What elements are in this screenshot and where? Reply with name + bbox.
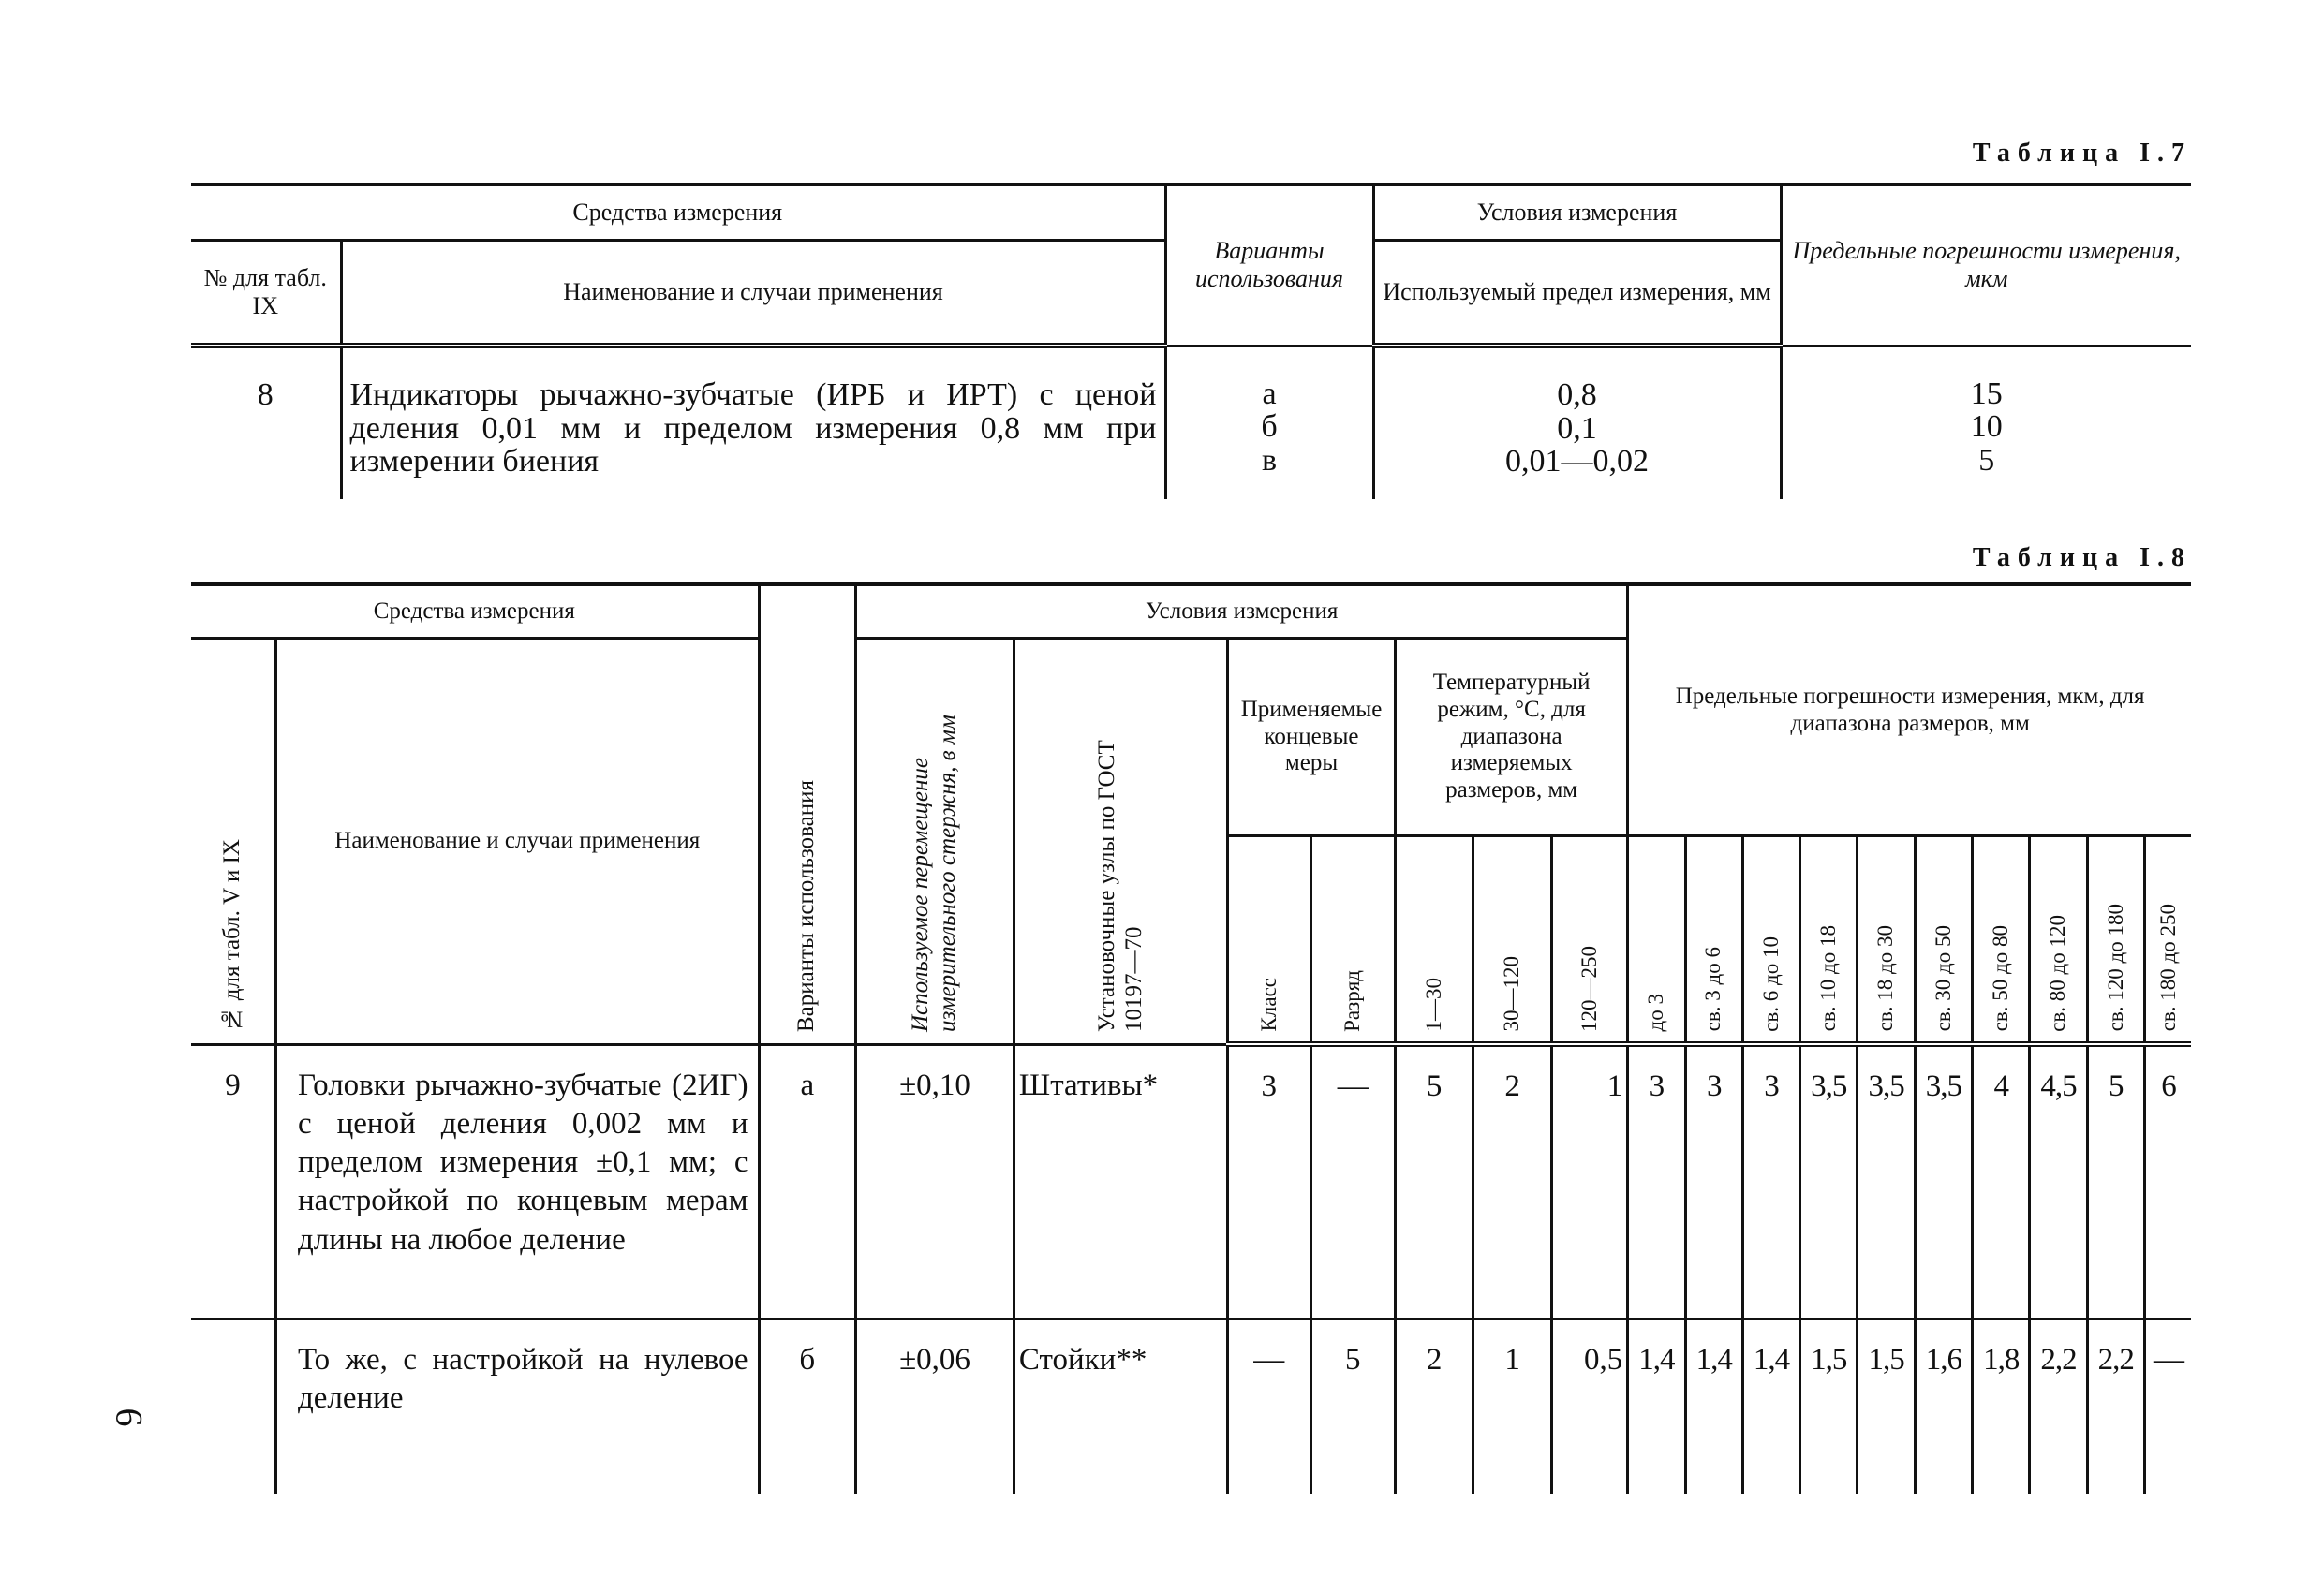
row-mount: Стойки**	[1014, 1319, 1227, 1494]
error-range-label: св. 30 до 50	[1931, 925, 1955, 1032]
table-17-group-tools: Средства измерения	[191, 184, 1165, 241]
table-17-col-errors: Предельные погрешности измерения, мкм	[1781, 184, 2191, 346]
table-18-error-range	[2030, 836, 2087, 1045]
row-variant: б	[759, 1319, 856, 1494]
table-18-col-travel-label: Используемое перемещение измерительного стержня, в мм	[908, 714, 960, 1032]
row-error: 4,5	[2030, 1044, 2087, 1319]
table-18-col-mounts	[1014, 639, 1227, 1045]
variant-value: а	[1262, 376, 1277, 411]
table-18-col-travel	[856, 639, 1014, 1045]
row-travel: ±0,10	[856, 1044, 1014, 1319]
row-error: —	[2144, 1319, 2191, 1494]
table-18-caption: Таблица I.8	[1972, 543, 2192, 572]
row-temp: 2	[1473, 1044, 1551, 1319]
row-error: 3,5	[1858, 1044, 1915, 1319]
table-17-col-variants: Варианты использования	[1165, 184, 1373, 346]
row-error: 1,5	[1800, 1319, 1858, 1494]
table-17-group-conditions: Условия измерения	[1373, 184, 1781, 241]
row-class: —	[1228, 1319, 1310, 1494]
variant-value: б	[1261, 409, 1278, 445]
table-17-row-name: Индикаторы рычажно-зубчатые (ИРБ и ИРТ) с ценой деления 0,01 мм и пределом измерения 0,8 мм при измерении биения	[341, 346, 1165, 499]
error-value: 5	[1978, 442, 1995, 478]
row-error: 1,6	[1915, 1319, 1972, 1494]
limit-value: 0,01—0,02	[1505, 444, 1649, 479]
row-error: 5	[2087, 1044, 2144, 1319]
table-18-col-mounts-label: Установочные узлы по ГОСТ 10197—70	[1093, 740, 1147, 1032]
table-18-group-temp-label: Температурный режим, °С, для диапазона измеряемых размеров, мм	[1432, 670, 1591, 803]
error-range-label: до 3	[1644, 994, 1668, 1032]
row-temp: 5	[1395, 1044, 1473, 1319]
row-error: 1,5	[1858, 1319, 1915, 1494]
table-18-group-blocks-label: Применяемые концевые меры	[1240, 696, 1383, 776]
table-18-error-range	[1973, 836, 2030, 1045]
table-18-error-range	[1800, 836, 1858, 1045]
row-error: 3	[1685, 1044, 1742, 1319]
row-error: 2,2	[2087, 1319, 2144, 1494]
row-error: 1,8	[1973, 1319, 2030, 1494]
table-17-caption: Таблица I.7	[1972, 139, 2192, 168]
table-17-col-limit: Используемый предел измерения, мм	[1373, 241, 1781, 346]
temp-range-label: 120—250	[1576, 945, 1601, 1032]
table-17-col-name: Наименование и случаи применения	[341, 241, 1165, 346]
variant-value: в	[1261, 442, 1278, 478]
error-range-label: св. 180 до 250	[2155, 904, 2180, 1032]
table-18-group-tools: Средства измерения	[191, 584, 759, 639]
error-range-label: св. 3 до 6	[1701, 947, 1725, 1032]
row-grade: 5	[1310, 1319, 1395, 1494]
row-name: То же, с настройкой на нулевое деление	[275, 1319, 759, 1494]
table-17-row-variants	[1165, 346, 1373, 499]
table-18-error-range	[2144, 836, 2191, 1045]
table-18-row	[191, 1044, 2191, 1319]
limit-value: 0,8	[1557, 377, 1597, 412]
table-18-error-range	[1628, 836, 1685, 1045]
table-18-group-errors: Предельные погрешности измерения, мкм, для диапазона размеров, мм	[1628, 584, 2191, 836]
error-range-label: св. 6 до 10	[1758, 936, 1783, 1032]
row-temp: 1	[1473, 1319, 1551, 1494]
error-range-label: св. 10 до 18	[1816, 925, 1841, 1032]
limit-value: 0,1	[1557, 410, 1597, 446]
error-value: 10	[1970, 409, 2003, 445]
table-18-group-conditions: Условия измерения	[856, 584, 1628, 639]
row-no: 9	[191, 1044, 275, 1319]
table-18-col-grade-label: Разряд	[1340, 969, 1365, 1032]
row-error: 3,5	[1800, 1044, 1858, 1319]
row-temp: 0,5	[1551, 1319, 1627, 1494]
table-17-row-errors	[1781, 346, 2191, 499]
table-18-col-name: Наименование и случаи применения	[275, 639, 759, 1045]
table-18-error-range	[1915, 836, 1972, 1045]
table-18-row	[191, 1319, 2191, 1494]
table-17-row	[191, 346, 2191, 499]
row-error: 1,4	[1742, 1319, 1799, 1494]
page-number: 6	[108, 1408, 151, 1427]
row-error: 6	[2144, 1044, 2191, 1319]
table-18	[191, 582, 2191, 1494]
row-variant: а	[759, 1044, 856, 1319]
table-18-temp-range	[1551, 836, 1627, 1045]
row-error: 3	[1742, 1044, 1799, 1319]
table-18-col-grade	[1310, 836, 1395, 1045]
row-grade: —	[1310, 1044, 1395, 1319]
row-class: 3	[1228, 1044, 1310, 1319]
table-18-error-range	[1858, 836, 1915, 1045]
error-range-label: св. 18 до 30	[1873, 925, 1898, 1032]
table-18-col-no	[191, 639, 275, 1045]
row-error: 3	[1628, 1044, 1685, 1319]
temp-range-label: 30—120	[1500, 956, 1524, 1032]
table-17-col-no: № для табл. IX	[191, 241, 341, 346]
error-range-label: св. 120 до 180	[2103, 904, 2127, 1032]
row-temp: 1	[1551, 1044, 1627, 1319]
table-18-col-class	[1228, 836, 1310, 1045]
table-18-temp-range	[1473, 836, 1551, 1045]
table-18-col-variants-label: Варианты использования	[793, 779, 820, 1032]
row-no	[191, 1319, 275, 1494]
table-18-col-no-label: № для табл. V и IX	[219, 839, 245, 1032]
row-error: 1,4	[1628, 1319, 1685, 1494]
row-error: 1,4	[1685, 1319, 1742, 1494]
error-range-label: св. 80 до 120	[2046, 914, 2070, 1032]
row-temp: 2	[1395, 1319, 1473, 1494]
table-17-row-no: 8	[191, 346, 341, 499]
table-18-error-range	[1685, 836, 1742, 1045]
table-18-group-temp	[1395, 639, 1627, 836]
row-mount: Штативы*	[1014, 1044, 1227, 1319]
table-18-error-range	[1742, 836, 1799, 1045]
error-range-label: св. 50 до 80	[1988, 925, 2012, 1032]
table-18-error-range	[2087, 836, 2144, 1045]
error-value: 15	[1970, 376, 2003, 411]
table-18-group-blocks	[1228, 639, 1396, 836]
row-error: 3,5	[1915, 1044, 1972, 1319]
table-17-row-limits	[1373, 346, 1781, 499]
row-travel: ±0,06	[856, 1319, 1014, 1494]
row-name: Головки рычажно-зубчатые (2ИГ) с ценой деления 0,002 мм и пределом измерения ±0,1 мм; с настройкой по концевым мерам длины на любое деление	[275, 1044, 759, 1319]
table-18-temp-range	[1395, 836, 1473, 1045]
row-error: 2,2	[2030, 1319, 2087, 1494]
row-error: 4	[1973, 1044, 2030, 1319]
table-18-col-variants	[759, 584, 856, 1044]
table-17	[191, 183, 2191, 499]
temp-range-label: 1—30	[1421, 978, 1445, 1032]
table-18-col-class-label: Класс	[1256, 978, 1280, 1032]
